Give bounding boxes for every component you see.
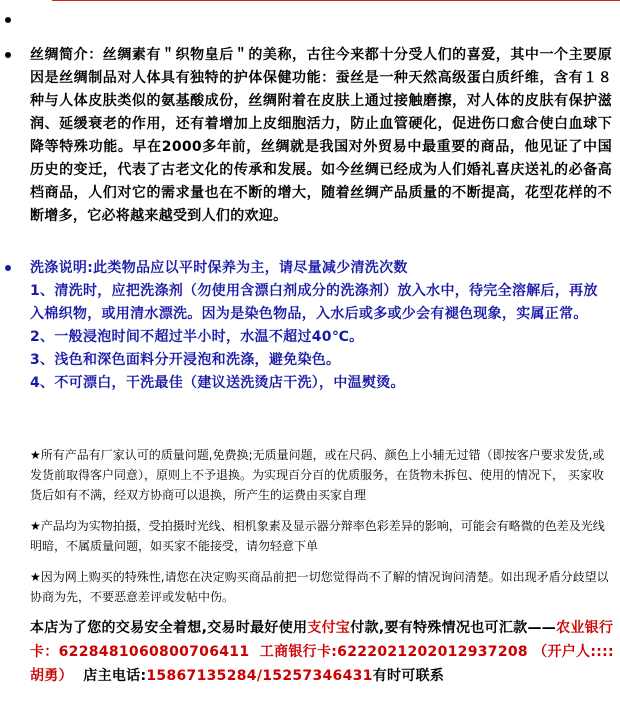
top-divider-line [52,0,620,1]
wash-item-1: 1、清洗时，应把洗涤剂（勿使用含漂白剂成分的洗涤剂）放入水中，待完全溶解后，再放入棉织物，或用清水漂洗。因为是染色物品，入水后或多或少会有褪色现象，实属正常。 [30,283,598,322]
account-holder: （开户人::::胡勇） [30,644,614,684]
payment-prefix: 本店为了您的交易安全着想,交易时最好使用 [30,620,308,636]
payment-mid: 付款,要有特殊情况也可汇款—— [350,620,557,636]
color-difference-note: ★产品均为实物拍摄，受拍摄时光线、相机象素及显示器分辩率色彩差异的影响，可能会有略微的色差及光线明暗，不属质量问题，如买家不能接受，请勿轻意下单 [30,519,605,553]
icbc-label: 工商银行卡: [259,644,338,660]
wash-title: 洗涤说明:此类物品应以平时保养为主，请尽量减少清洗次数 [30,260,408,276]
wash-item-2: 2、一般浸泡时间不超过半小时，水温不超过40℃。 [30,329,364,345]
intro-bullet [5,52,11,58]
wash-item-4: 4、不可漂白，干洗最佳（建议送洗烫店干洗），中温熨烫。 [30,375,405,391]
contact-suffix: 有时可联系 [372,668,445,684]
silk-intro-paragraph: 丝绸简介：丝绸素有＂织物皇后＂的美称，古往今来都十分受人们的喜爱，其中一个主要原因是丝绸制品对人体具有独特的护体保健功能：蚕丝是一种天然高级蛋白质纤维，含有１８种与人体皮肤类似的氨基酸成份，丝绸附着在皮肤上通过接触磨擦，对人体的皮肤有保护滋润、延缓衰老的作用，还有着增加上皮细胞活力，防止血管硬化，促进伤口愈合使白血球下降等特殊功能。早在2000多年前，丝绸就是我国对外贸易中最重要的商品，他见证了中国历史的变迁，代表了古老文化的传承和发展。如今丝绸已经成为人们婚礼喜庆送礼的必备高档商品，人们对它的需求量也在不断的增大，随着丝绸产品质量的不断提高，花型花样的不断增多，它必将越来越受到人们的欢迎。 [30,47,612,224]
abc-card-number: 6228481060800706411 [58,644,250,660]
payment-info [30,616,614,688]
empty-bullet [5,17,11,23]
inquiry-note: ★因为网上购买的特殊性,请您在决定购买商品前把一切您觉得尚不了解的情况询问清楚。如出现矛盾分歧望以协商为先，不要恶意差评或发帖中伤。 [30,570,609,604]
wash-item-3: 3、浅色和深色面料分开浸泡和洗涤，避免染色。 [30,352,341,368]
abc-label: 农业银行卡： [30,620,614,660]
return-policy-note: ★所有产品有厂家认可的质量问题,免费换;无质量问题，或在尺码、颜色上小辅无过错（即按客户要求发货,或发货前取得客户同意），原则上不予退换。为实现百分百的优质服务，在货物未拆包、使用的情况下， 买家收货后如有不满，经双方协商可以退换，所产生的运费由买家自理 [30,448,605,502]
phone-numbers: 15867135284/15257346431 [146,668,373,684]
washing-instructions [30,257,612,395]
phone-label: 店主电话: [83,668,147,684]
alipay-text: 支付宝 [307,620,351,636]
wash-bullet [5,265,11,271]
icbc-card-number: 6222021202012937208 [337,644,528,660]
